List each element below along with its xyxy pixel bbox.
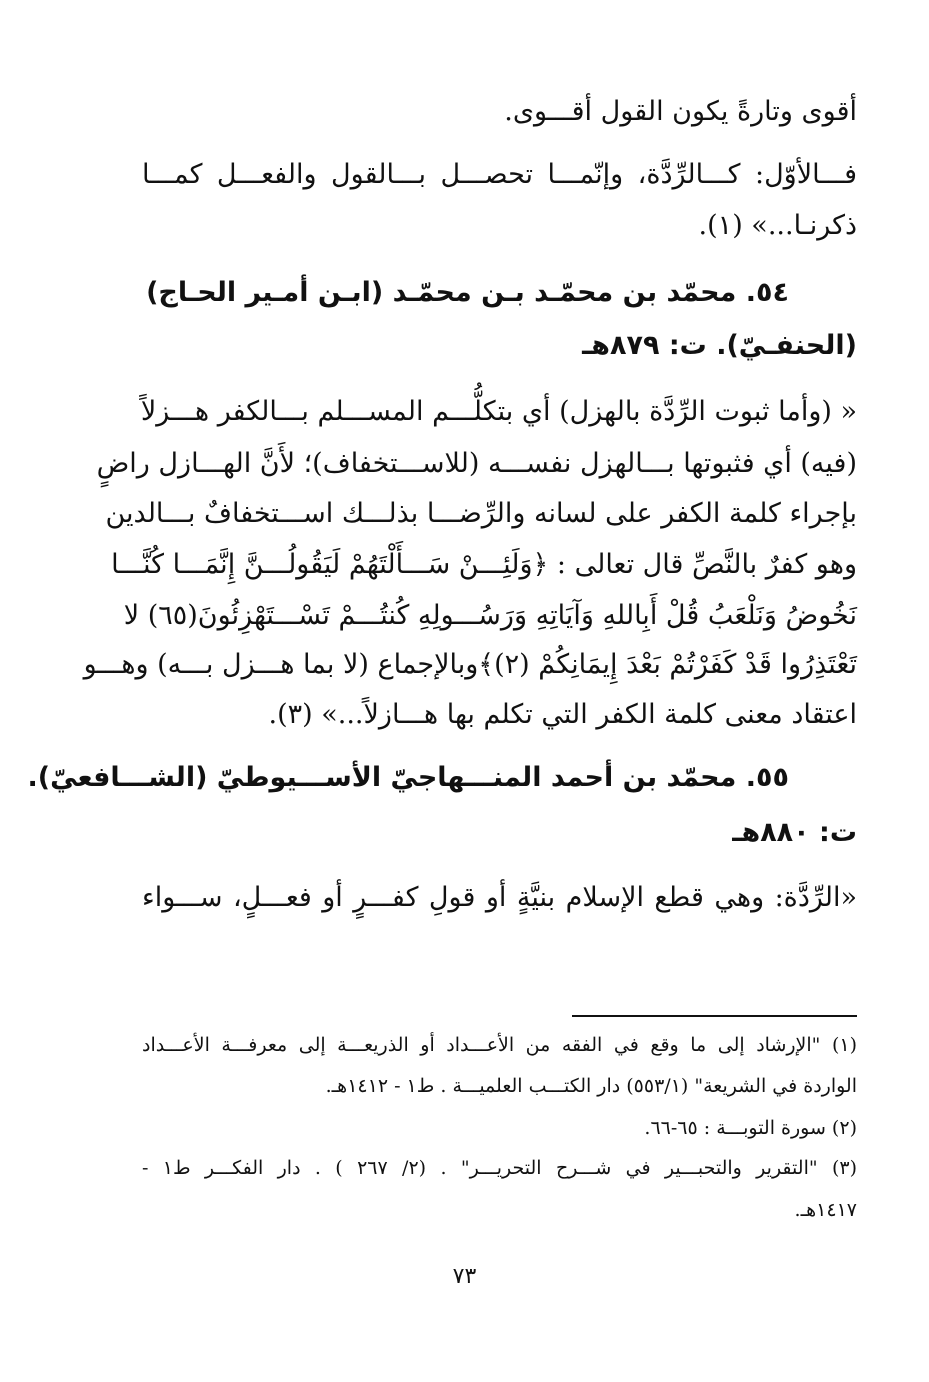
page-number: ٧٣ [452,1264,477,1289]
footnote-1-continuation: الواردة في الشريعة" (٥٥٣/١) دار الكتـــب العلميـــة . ط١ - ١٤١٢هـ. [325,1075,857,1097]
text-line: فـــالأوّل: كـــالرِّدَّة، وإنّمـــا تحصـــل بـــالقول والفعـــل كمـــا [142,159,857,190]
footnote-3: (٣) "التقرير والتحبـــير في شـــرح التحريـــر" . (٢/ ٢٦٧ ) . دار الفكـــر ط١ - [142,1157,857,1179]
footnote-separator [572,1015,857,1017]
quran-verse-line: تَعْتَذِرُوا قَدْ كَفَرْتُمْ بَعْدَ إِيمَانِكُمْ (٢)﴾وبالإجماع (لا بما هـــزل بـــه) وهـــو [83,649,857,680]
footnote-1: (١) "الإرشاد إلى ما وقع في الفقه من الأعـــداد أو الذريعـــة إلى معرفـــة الأعـــداد [142,1034,857,1056]
text-line: بإجراء كلمة الكفر على لسانه والرِّضـــا بذلـــك اســـتخفافٌ بـــالدين [105,498,857,529]
text-line: « (وأما ثبوت الرِّدَّة بالهزل) أي بتكلُّـــم المســـلم بـــالكفر هـــزلاً [140,396,857,427]
footnote-3-continuation: ١٤١٧هـ. [794,1199,857,1221]
text-line: ذكرنـا...» (١). [698,210,857,241]
section-heading-54: ٥٤. محمّد بن محمّـد بـن محمّـد (ابـن أمـير الحـاج) [146,277,789,308]
quran-verse-line: وهو كفرٌ بالنَّصِّ قال تعالى : ﴿وَلَئِـــنْ سَـــأَلْتَهُمْ لَيَقُولُـــنَّ إِنَّمَـــا كُنَّـــا [111,549,857,580]
text-line: «الرِّدَّة: وهي قطع الإسلام بنيَّةٍ أو قولِ كفـــرٍ أو فعـــلٍ، ســـواء [142,882,857,913]
text-line: (فيه) أي فثبوتها بـــالهزل نفســـه (للاســـتخفاف)؛ لأَنَّ الهـــازل راضٍ [96,448,857,479]
footnote-2: (٢) سورة التوبـــة : ٦٥-٦٦. [644,1117,857,1139]
text-line: أقوى وتارةً يكون القول أقـــوى. [504,96,857,127]
quran-verse-line: نَخُوضُ وَنَلْعَبُ قُلْ أَبِاللهِ وَآيَاتِهِ وَرَسُـــولِهِ كُنتُـــمْ تَسْـــتَهْزِئُونَ(٦٥) لا [123,600,857,631]
section-heading-55-death-date: ت: ٨٨٠هـ [732,817,857,848]
section-heading-55: ٥٥. محمّد بن أحمد المنـــهاجيّ الأســـيوطيّ (الشـــافعيّ). [27,762,789,793]
text-line: اعتقاد معنى كلمة الكفر التي تكلم بها هـــازلاً...» (٣). [268,699,857,730]
section-heading-54-death-date: (الحنفـيّ). ت: ٨٧٩هـ [582,330,857,361]
